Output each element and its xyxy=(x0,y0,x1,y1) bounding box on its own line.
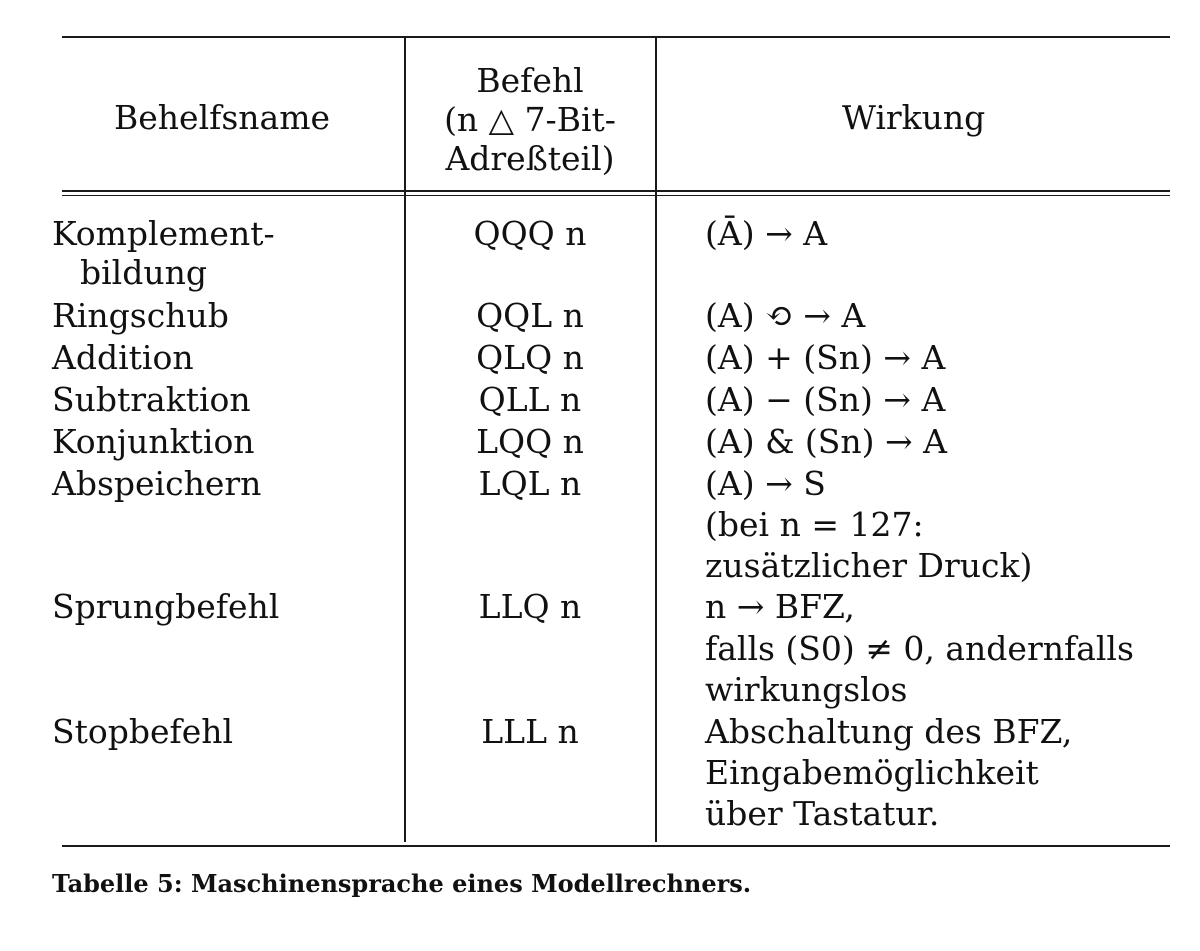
row-7-command: LLQ n xyxy=(478,587,582,626)
row-7-effect-line-1: n → BFZ, xyxy=(705,587,855,626)
row-1-name-line-1: Komplement- xyxy=(52,214,275,253)
row-6-command: LQL n xyxy=(478,464,582,503)
row-3-effect: (A) + (Sn) → A xyxy=(705,338,946,377)
row-8-name: Stopbefehl xyxy=(52,712,234,751)
header-command-line-2: (n △ 7-Bit- xyxy=(444,100,616,139)
row-6-effect-line-2: (bei n = 127: xyxy=(705,505,924,544)
row-4-effect: (A) − (Sn) → A xyxy=(705,380,946,419)
row-5-name: Konjunktion xyxy=(52,422,255,461)
header-command-line-3: Adreßteil) xyxy=(445,139,615,178)
row-7-name: Sprungbefehl xyxy=(52,587,280,626)
row-8-effect-line-1: Abschaltung des BFZ, xyxy=(705,712,1073,751)
row-2-command: QQL n xyxy=(476,296,584,335)
row-8-effect-line-3: über Tastatur. xyxy=(705,794,940,833)
row-5-command: LQQ n xyxy=(476,422,584,461)
row-2-effect: (A) ⟲ → A xyxy=(705,296,866,335)
row-3-name: Addition xyxy=(52,338,194,377)
header-name: Behelfsname xyxy=(114,98,331,137)
row-7-effect-line-3: wirkungslos xyxy=(705,670,908,709)
row-6-name: Abspeichern xyxy=(52,464,262,503)
row-8-command: LLL n xyxy=(481,712,579,751)
row-6-effect-line-1: (A) → S xyxy=(705,464,826,503)
row-4-command: QLL n xyxy=(478,380,582,419)
row-1-effect: (Ā) → A xyxy=(705,214,828,253)
row-7-effect-line-2: falls (S0) ≠ 0, andernfalls xyxy=(705,629,1134,668)
row-1-command: QQQ n xyxy=(473,214,587,253)
table-bottom-rule xyxy=(62,845,1170,847)
row-1-name-line-2: bildung xyxy=(80,253,207,292)
header-command-line-1: Befehl xyxy=(476,61,584,100)
table-caption: Tabelle 5: Maschinensprache eines Modellrechners. xyxy=(52,869,752,898)
header-bottom-rule xyxy=(62,190,1170,192)
row-8-effect-line-2: Eingabemöglichkeit xyxy=(705,753,1039,792)
row-2-name: Ringschub xyxy=(52,296,229,335)
table-top-rule xyxy=(62,36,1170,38)
row-4-name: Subtraktion xyxy=(52,380,251,419)
row-5-effect: (A) & (Sn) → A xyxy=(705,422,948,461)
header-effect: Wirkung xyxy=(842,98,986,137)
row-3-command: QLQ n xyxy=(476,338,584,377)
header-bottom-rule-2 xyxy=(62,195,1170,196)
row-6-effect-line-3: zusätzlicher Druck) xyxy=(705,546,1033,585)
